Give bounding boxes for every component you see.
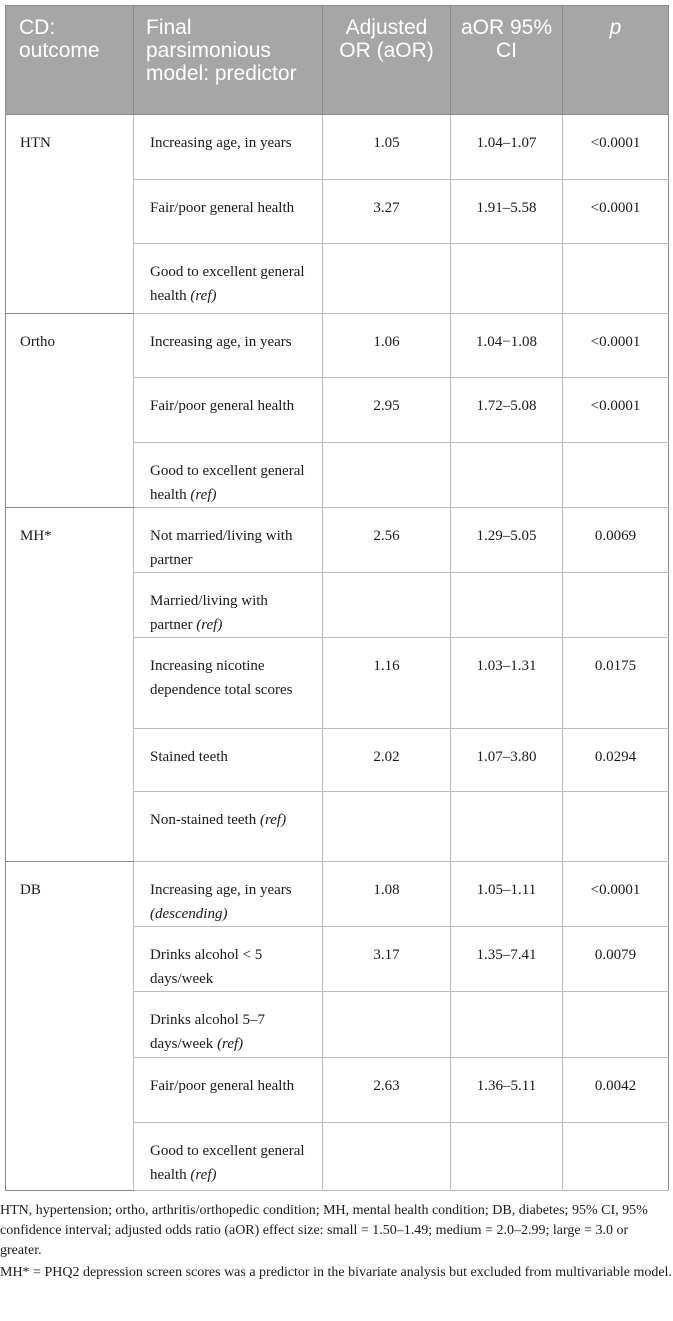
cell-p-value [563, 573, 669, 638]
predictor-text: Non-stained teeth [150, 812, 257, 828]
cell-adjusted-or: 2.63 [323, 1058, 451, 1123]
cell-ci: 1.91–5.58 [451, 180, 563, 244]
predictor-text: Drinks alcohol 5–7 days/week [150, 1012, 265, 1052]
cell-ci: 1.05–1.11 [451, 862, 563, 927]
table-row [6, 992, 669, 1058]
predictor-text: Increasing age, in years [150, 135, 292, 151]
cell-predictor [134, 1123, 323, 1191]
predictor-text: Stained teeth [150, 749, 228, 765]
predictor-text: Good to excellent general health [150, 463, 305, 503]
results-table [5, 5, 669, 1191]
cell-predictor [134, 1058, 323, 1123]
cell-p-value: 0.0079 [563, 927, 669, 992]
table-row [6, 115, 669, 180]
cell-ci [451, 443, 563, 508]
cell-outcome [6, 792, 134, 862]
cell-outcome: DB [6, 862, 134, 927]
table-row [6, 638, 669, 729]
cell-outcome [6, 378, 134, 443]
reference-label: (ref) [217, 1036, 244, 1052]
cell-adjusted-or: 1.06 [323, 314, 451, 378]
cell-adjusted-or: 1.16 [323, 638, 451, 729]
table-row [6, 1058, 669, 1123]
cell-p-value [563, 992, 669, 1058]
cell-outcome [6, 244, 134, 314]
cell-outcome [6, 992, 134, 1058]
cell-predictor [134, 573, 323, 638]
cell-adjusted-or [323, 244, 451, 314]
cell-outcome: Ortho [6, 314, 134, 378]
cell-predictor [134, 508, 323, 573]
cell-ci [451, 1123, 563, 1191]
cell-predictor [134, 443, 323, 508]
table-row [6, 314, 669, 378]
table-row [6, 729, 669, 792]
cell-outcome: HTN [6, 115, 134, 180]
cell-p-value [563, 244, 669, 314]
cell-p-value [563, 1123, 669, 1191]
cell-predictor [134, 792, 323, 862]
cell-adjusted-or: 2.02 [323, 729, 451, 792]
cell-p-value: <0.0001 [563, 314, 669, 378]
cell-predictor [134, 314, 323, 378]
cell-predictor [134, 729, 323, 792]
cell-ci: 1.04−1.08 [451, 314, 563, 378]
reference-label: (ref) [190, 487, 217, 503]
cell-p-value: 0.0294 [563, 729, 669, 792]
table-row [6, 792, 669, 862]
cell-adjusted-or: 1.08 [323, 862, 451, 927]
cell-p-value: <0.0001 [563, 378, 669, 443]
predictor-text: Increasing age, in years [150, 334, 292, 350]
cell-adjusted-or [323, 573, 451, 638]
cell-outcome [6, 638, 134, 729]
cell-adjusted-or [323, 992, 451, 1058]
cell-ci [451, 992, 563, 1058]
header-adjusted-or: Adjusted OR (aOR) [323, 6, 451, 115]
cell-predictor [134, 992, 323, 1058]
predictor-text: Married/living with partner [150, 593, 268, 633]
predictor-text: Good to excellent general health [150, 1143, 305, 1183]
cell-outcome: MH* [6, 508, 134, 573]
cell-outcome [6, 180, 134, 244]
header-p-label: p [609, 16, 622, 39]
table-footnotes [0, 1201, 673, 1283]
cell-predictor [134, 244, 323, 314]
header-predictor: Final parsimonious model: predictor [134, 6, 323, 115]
predictor-text: Good to excellent general health [150, 264, 305, 304]
cell-ci [451, 573, 563, 638]
predictor-text: Increasing nicotine dependence total scores [150, 658, 293, 698]
cell-adjusted-or: 3.27 [323, 180, 451, 244]
cell-ci [451, 792, 563, 862]
table-row [6, 862, 669, 927]
predictor-text: Fair/poor general health [150, 1078, 295, 1094]
predictor-text: Increasing age, in years [150, 882, 292, 898]
cell-predictor [134, 180, 323, 244]
table-header-row [6, 6, 669, 115]
cell-adjusted-or: 1.05 [323, 115, 451, 180]
cell-ci [451, 244, 563, 314]
reference-label: (ref) [196, 617, 223, 633]
cell-predictor [134, 378, 323, 443]
table-row [6, 1123, 669, 1191]
cell-adjusted-or: 2.56 [323, 508, 451, 573]
cell-predictor [134, 927, 323, 992]
cell-ci: 1.29–5.05 [451, 508, 563, 573]
predictor-text: Not married/living with partner [150, 528, 293, 568]
predictor-text: Fair/poor general health [150, 200, 295, 216]
cell-adjusted-or: 2.95 [323, 378, 451, 443]
table-row [6, 927, 669, 992]
cell-outcome [6, 1058, 134, 1123]
cell-adjusted-or [323, 443, 451, 508]
header-aor-ci: aOR 95% CI [451, 6, 563, 115]
cell-predictor [134, 115, 323, 180]
table-row [6, 244, 669, 314]
cell-outcome [6, 443, 134, 508]
cell-p-value: 0.0175 [563, 638, 669, 729]
cell-ci: 1.72–5.08 [451, 378, 563, 443]
cell-p-value: 0.0042 [563, 1058, 669, 1123]
cell-p-value: <0.0001 [563, 862, 669, 927]
cell-p-value: <0.0001 [563, 180, 669, 244]
table-row [6, 180, 669, 244]
cell-p-value [563, 443, 669, 508]
predictor-text: Fair/poor general health [150, 398, 295, 414]
cell-outcome [6, 1123, 134, 1191]
header-p-value [563, 6, 669, 115]
cell-ci: 1.36–5.11 [451, 1058, 563, 1123]
table-row [6, 508, 669, 573]
table-row [6, 443, 669, 508]
cell-outcome [6, 927, 134, 992]
footnote-mh: MH* = PHQ2 depression screen scores was a predictor in the bivariate analysis but excluded from multivariable model. [0, 1265, 672, 1280]
cell-p-value: 0.0069 [563, 508, 669, 573]
cell-predictor [134, 638, 323, 729]
cell-adjusted-or [323, 1123, 451, 1191]
header-cd-outcome: CD: outcome [6, 6, 134, 115]
cell-p-value: <0.0001 [563, 115, 669, 180]
cell-predictor [134, 862, 323, 927]
cell-ci: 1.04–1.07 [451, 115, 563, 180]
cell-outcome [6, 729, 134, 792]
footnote-abbreviations: HTN, hypertension; ortho, arthritis/orthopedic condition; MH, mental health condition; DB, diabetes; 95% CI, 95% confidence interval; adjusted odds ratio (aOR) effect size: small = 1.50–1.49; medium = 2.0–2.99; large = 3.0 or greater. [0, 1203, 648, 1258]
cell-outcome [6, 573, 134, 638]
cell-ci: 1.35–7.41 [451, 927, 563, 992]
cell-p-value [563, 792, 669, 862]
table-row [6, 378, 669, 443]
reference-label: (ref) [190, 288, 217, 304]
reference-label: (ref) [190, 1167, 217, 1183]
reference-label: (ref) [259, 812, 287, 828]
table-row [6, 573, 669, 638]
cell-adjusted-or: 3.17 [323, 927, 451, 992]
reference-label: (descending) [150, 906, 228, 922]
cell-ci: 1.03–1.31 [451, 638, 563, 729]
predictor-text: Drinks alcohol < 5 days/week [150, 947, 263, 987]
cell-adjusted-or [323, 792, 451, 862]
cell-ci: 1.07–3.80 [451, 729, 563, 792]
